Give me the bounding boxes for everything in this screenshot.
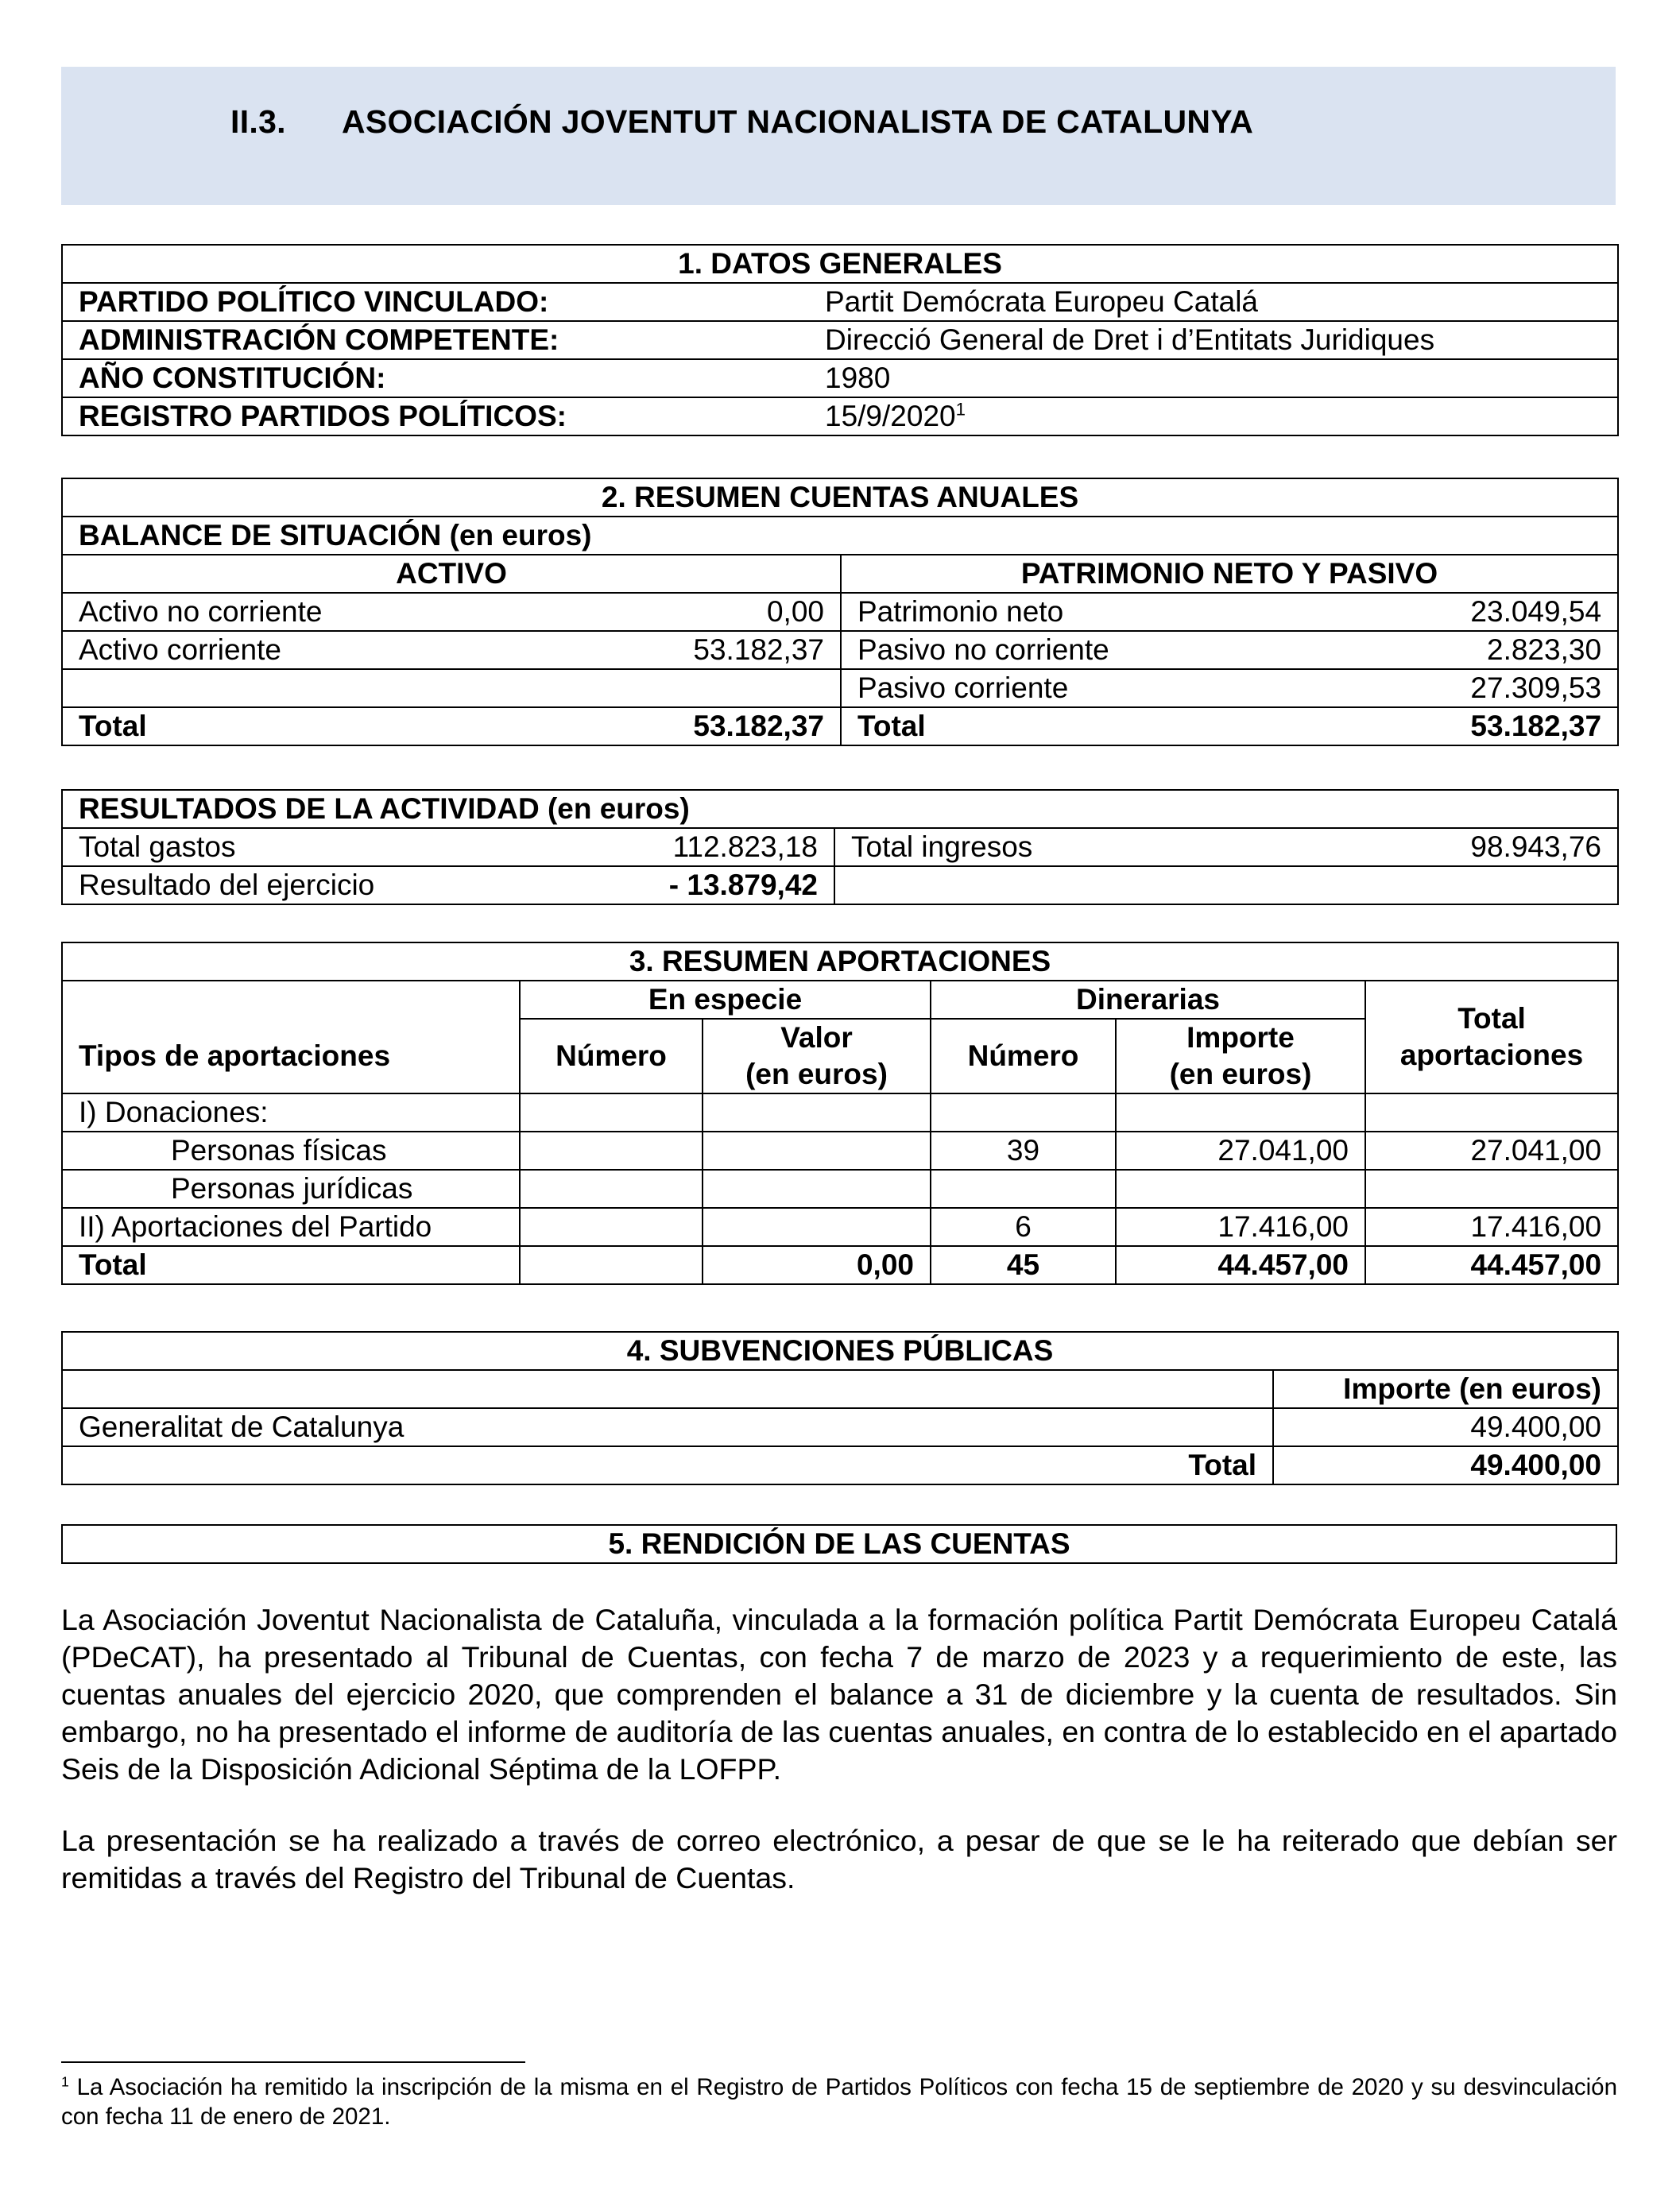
dinerarias-numero-total: 45 xyxy=(931,1246,1116,1284)
subvenciones-total-label: Total xyxy=(62,1446,1273,1484)
dinerarias-importe-total: 44.457,00 xyxy=(1116,1246,1365,1284)
dinerarias-importe-header xyxy=(1116,1019,1365,1093)
gastos-label: Total gastos xyxy=(62,828,618,866)
especie-numero xyxy=(520,1208,703,1246)
section-title xyxy=(230,103,1253,141)
activo-label: Activo no corriente xyxy=(62,593,642,631)
total-aportaciones xyxy=(1365,1093,1618,1132)
especie-valor-total: 0,00 xyxy=(703,1246,931,1284)
section-number: II.3. xyxy=(230,103,286,140)
aportacion-row-label: I) Donaciones: xyxy=(62,1093,520,1132)
footnote-number: 1 xyxy=(61,2073,69,2090)
cuentas-anuales-table xyxy=(61,478,1619,746)
rendicion-table xyxy=(61,1524,1617,1564)
dinerarias-importe xyxy=(1116,1093,1365,1132)
partido-vinculado-value: Partit Demócrata Europeu Catalá xyxy=(809,283,1618,321)
importe-unit: (en euros) xyxy=(1169,1058,1312,1090)
aportaciones-table xyxy=(61,942,1619,1285)
empty-cell xyxy=(834,866,1618,904)
pasivo-label: Patrimonio neto xyxy=(841,593,1397,631)
resultados-title: RESULTADOS DE LA ACTIVIDAD (en euros) xyxy=(62,790,1618,828)
subvencion-value: 49.400,00 xyxy=(1273,1408,1618,1446)
ingresos-label: Total ingresos xyxy=(834,828,1399,866)
total-aportaciones: 27.041,00 xyxy=(1365,1132,1618,1170)
footnote xyxy=(61,2072,1617,2131)
cuentas-anuales-heading: 2. RESUMEN CUENTAS ANUALES xyxy=(62,478,1618,517)
subvenciones-heading: 4. SUBVENCIONES PÚBLICAS xyxy=(62,1332,1618,1370)
especie-numero-header: Número xyxy=(520,1019,703,1093)
dinerarias-numero xyxy=(931,1093,1116,1132)
subvenciones-total-value: 49.400,00 xyxy=(1273,1446,1618,1484)
importe-header: Importe (en euros) xyxy=(1273,1370,1618,1408)
activo-header: ACTIVO xyxy=(62,555,841,593)
rendicion-heading: 5. RENDICIÓN DE LAS CUENTAS xyxy=(62,1525,1616,1563)
aportacion-row-label: II) Aportaciones del Partido xyxy=(62,1208,520,1246)
subvencion-label: Generalitat de Catalunya xyxy=(62,1408,1273,1446)
activo-value xyxy=(642,669,841,707)
pasivo-value: 2.823,30 xyxy=(1397,631,1618,669)
aportaciones-heading: 3. RESUMEN APORTACIONES xyxy=(62,942,1618,981)
partido-vinculado-label: PARTIDO POLÍTICO VINCULADO: xyxy=(62,283,809,321)
subvenciones-table xyxy=(61,1331,1619,1485)
aportacion-row-label: Personas físicas xyxy=(62,1132,520,1170)
especie-valor xyxy=(703,1132,931,1170)
dinerarias-numero: 39 xyxy=(931,1132,1116,1170)
en-especie-header: En especie xyxy=(520,981,931,1019)
dinerarias-numero: 6 xyxy=(931,1208,1116,1246)
aportacion-row-label: Personas jurídicas xyxy=(62,1170,520,1208)
total-aportaciones-total: 44.457,00 xyxy=(1365,1246,1618,1284)
resultado-value: - 13.879,42 xyxy=(618,866,834,904)
pasivo-label: Pasivo no corriente xyxy=(841,631,1397,669)
especie-numero xyxy=(520,1170,703,1208)
especie-numero xyxy=(520,1093,703,1132)
especie-valor xyxy=(703,1093,931,1132)
importe-label: Importe xyxy=(1186,1021,1295,1054)
activo-total-value: 53.182,37 xyxy=(642,707,841,745)
registro-value xyxy=(809,397,1618,435)
rendicion-paragraph-1: La Asociación Joventut Nacionalista de Cataluña, vinculada a la formación política Partit Demócrata Europeu Catalá (PDeCAT), ha presentado al Tribunal de Cuentas, con fecha 7 de marzo de 2023 y a requerimiento de este, las cuentas anuales del ejercicio 2020, que comprenden el balance a 31 de diciembre y la cuenta de resultados. Sin embargo, no ha presentado el informe de auditoría de las cuentas anuales, en contra de lo establecido en el apartado Seis de la Disposición Adicional Séptima de la LOFPP. xyxy=(61,1603,1617,1786)
ano-constitucion-value: 1980 xyxy=(809,359,1618,397)
activo-total-label: Total xyxy=(62,707,642,745)
resultado-label: Resultado del ejercicio xyxy=(62,866,618,904)
activo-label: Activo corriente xyxy=(62,631,642,669)
especie-valor-header xyxy=(703,1019,931,1093)
especie-numero xyxy=(520,1132,703,1170)
pasivo-value: 27.309,53 xyxy=(1397,669,1618,707)
activo-value: 0,00 xyxy=(642,593,841,631)
footnote-text: La Asociación ha remitido la inscripción de la misma en el Registro de Partidos Políticos con fecha 15 de septiembre de 2020 y su desvinculación con fecha 11 de enero de 2021. xyxy=(61,2074,1617,2130)
pasivo-total-label: Total xyxy=(841,707,1397,745)
ingresos-value: 98.943,76 xyxy=(1399,828,1618,866)
tipos-header: Tipos de aportaciones xyxy=(62,981,520,1093)
total-aportaciones xyxy=(1365,1170,1618,1208)
section-title-text: ASOCIACIÓN JOVENTUT NACIONALISTA DE CATALUNYA xyxy=(342,103,1254,140)
registro-label: REGISTRO PARTIDOS POLÍTICOS: xyxy=(62,397,809,435)
valor-label: Valor xyxy=(780,1021,853,1054)
ano-constitucion-label: AÑO CONSTITUCIÓN: xyxy=(62,359,809,397)
dinerarias-numero-header: Número xyxy=(931,1019,1116,1093)
footnote-divider xyxy=(61,2061,525,2063)
activo-label xyxy=(62,669,642,707)
dinerarias-importe: 27.041,00 xyxy=(1116,1132,1365,1170)
especie-valor xyxy=(703,1170,931,1208)
empty-cell xyxy=(62,1370,1273,1408)
pasivo-header: PATRIMONIO NETO Y PASIVO xyxy=(841,555,1618,593)
dinerarias-importe: 17.416,00 xyxy=(1116,1208,1365,1246)
resultados-table xyxy=(61,789,1619,905)
especie-numero-total xyxy=(520,1246,703,1284)
pasivo-total-value: 53.182,37 xyxy=(1397,707,1618,745)
balance-title: BALANCE DE SITUACIÓN (en euros) xyxy=(62,517,1618,555)
datos-generales-table xyxy=(61,244,1619,436)
activo-value: 53.182,37 xyxy=(642,631,841,669)
total-aportaciones-header: Total aportaciones xyxy=(1365,981,1618,1093)
aportaciones-total-label: Total xyxy=(62,1246,520,1284)
registro-date: 15/9/2020 xyxy=(825,400,956,432)
pasivo-label: Pasivo corriente xyxy=(841,669,1397,707)
datos-generales-heading: 1. DATOS GENERALES xyxy=(62,245,1618,283)
dinerarias-numero xyxy=(931,1170,1116,1208)
dinerarias-header: Dinerarias xyxy=(931,981,1365,1019)
administracion-label: ADMINISTRACIÓN COMPETENTE: xyxy=(62,321,809,359)
footnote-ref[interactable]: 1 xyxy=(955,399,966,420)
especie-valor xyxy=(703,1208,931,1246)
gastos-value: 112.823,18 xyxy=(618,828,834,866)
dinerarias-importe xyxy=(1116,1170,1365,1208)
pasivo-value: 23.049,54 xyxy=(1397,593,1618,631)
administracion-value: Direcció General de Dret i d’Entitats Juridiques xyxy=(809,321,1618,359)
valor-unit: (en euros) xyxy=(745,1058,888,1090)
rendicion-paragraph-2: La presentación se ha realizado a través de correo electrónico, a pesar de que se le ha reiterado que debían ser remitidas a través del Registro del Tribunal de Cuentas. xyxy=(61,1824,1617,1894)
total-aportaciones: 17.416,00 xyxy=(1365,1208,1618,1246)
